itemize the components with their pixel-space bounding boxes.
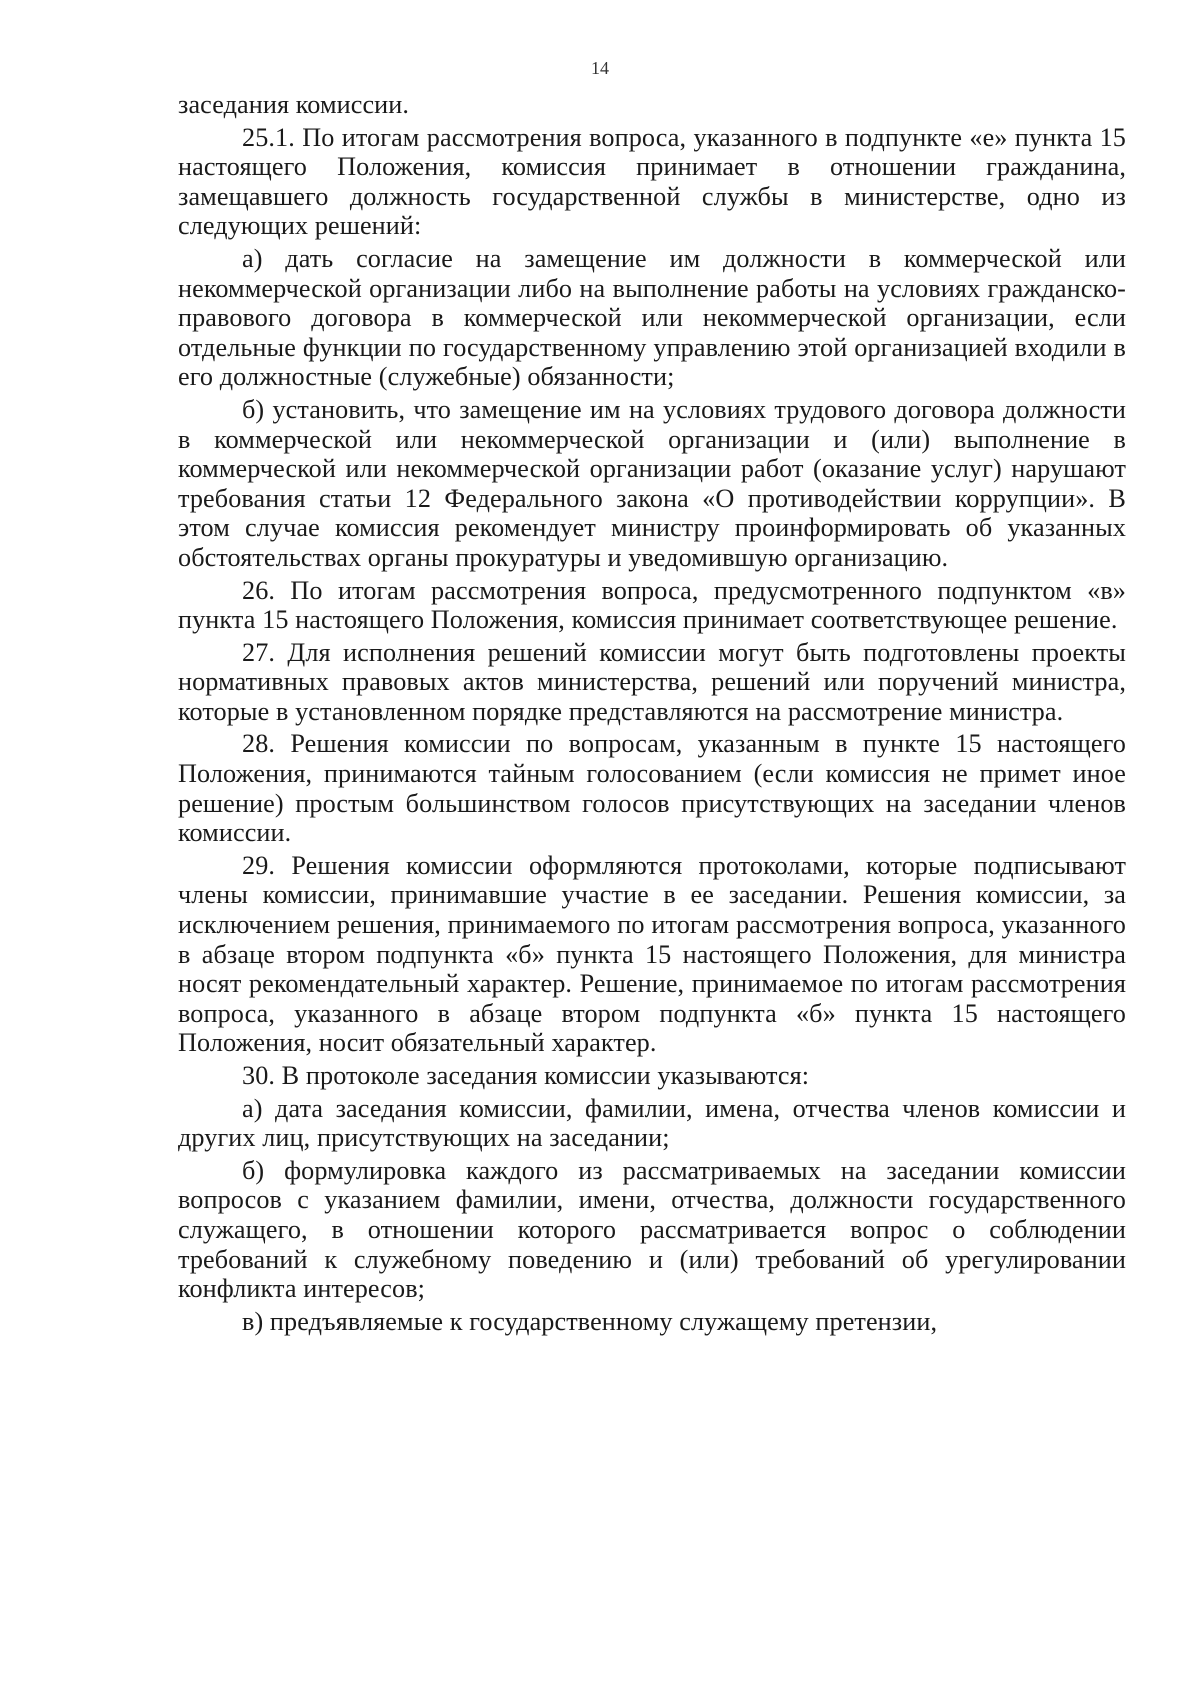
document-body	[178, 90, 1126, 1339]
paragraph-30-b: б) формулировка каждого из рассматриваемых на заседании комиссии вопросов с указанием фамилии, имени, отчества, должности государственного служащего, в отношении которого рассматривается вопрос о соблюдении требований к служебному поведению и (или) требований об урегулировании конфликта интересов;	[178, 1155, 1126, 1304]
paragraph-25-1-a: а) дать согласие на замещение им должности в коммерческой или некоммерческой организации либо на выполнение работы на условиях гражданско-правового договора в коммерческой или некоммерческой организации, если отдельные функции по государственному управлению этой организацией входили в его должностные (служебные) обязанности;	[178, 243, 1126, 392]
paragraph-30-v: в) предъявляемые к государственному служащему претензии,	[242, 1306, 938, 1336]
paragraph-continuation: заседания комиссии.	[178, 90, 410, 119]
paragraph-30-a: а) дата заседания комиссии, фамилии, имена, отчества членов комиссии и других лиц, присутствующих на заседании;	[178, 1093, 1126, 1153]
paragraph-27: 27. Для исполнения решений комиссии могут быть подготовлены проекты нормативных правовых актов министерства, решений или поручений министра, которые в установленном порядке представляются на рассмотрение министра.	[178, 637, 1126, 726]
paragraph-25-1-b: б) установить, что замещение им на условиях трудового договора должности в коммерческой или некоммерческой организации и (или) выполнение в коммерческой или некоммерческой организации работ (оказание услуг) нарушают требования статьи 12 Федерального закона «О противодействии коррупции». В этом случае комиссия рекомендует министру проинформировать об указанных обстоятельствах органы прокуратуры и уведомившую организацию.	[178, 394, 1126, 572]
paragraph-26: 26. По итогам рассмотрения вопроса, предусмотренного подпунктом «в» пункта 15 настоящего Положения, комиссия принимает соответствующее решение.	[178, 575, 1126, 635]
paragraph-30: 30. В протоколе заседания комиссии указываются:	[242, 1061, 810, 1090]
paragraph-28: 28. Решения комиссии по вопросам, указанным в пункте 15 настоящего Положения, принимаются тайным голосованием (если комиссия не примет иное решение) простым большинством голосов присутствующих на заседании членов комиссии.	[178, 729, 1126, 848]
paragraph-29: 29. Решения комиссии оформляются протоколами, которые подписывают члены комиссии, принимавшие участие в ее заседании. Решения комиссии, за исключением решения, принимаемого по итогам рассмотрения вопроса, указанного в абзаце втором подпункта «б» пункта 15 настоящего Положения, для министра носят рекомендательный характер. Решение, принимаемое по итогам рассмотрения вопроса, указанного в абзаце втором подпункта «б» пункта 15 настоящего Положения, носит обязательный характер.	[178, 850, 1126, 1058]
paragraph-25-1: 25.1. По итогам рассмотрения вопроса, указанного в подпункте «е» пункта 15 настоящего Положения, комиссия принимает в отношении гражданина, замещавшего должность государственной службы в министерстве, одно из следующих решений:	[178, 122, 1126, 241]
page-number: 14	[591, 58, 609, 78]
